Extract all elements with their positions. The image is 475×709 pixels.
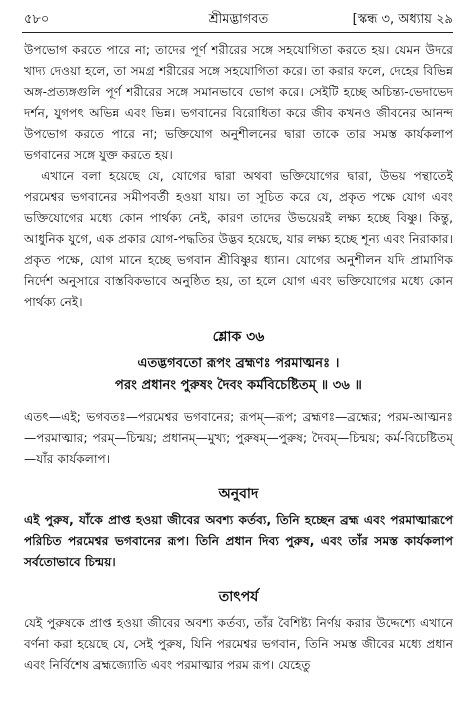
verse-heading: শ্লোক ৩৬ <box>212 329 265 345</box>
translation-text: এই পুরুষ, যাঁকে প্রাপ্ত হওয়া জীবের অবশ্য কর্তব্য, তিনি হচ্ছেন ব্রহ্ম এবং পরমাত্মারূপে পরিচিত পরমেশ্বর ভগবানের রূপ। তিনি প্রধান দিব্য পুরুষ, এবং তাঁর সমস্ত কার্যকলাপ সর্বতোভাবে চিন্ময়। <box>24 513 453 569</box>
page-header <box>24 8 453 30</box>
verse-line-1: এতদ্ভগবতো রূপং ব্রহ্মণঃ পরমাত্মনঃ । <box>137 356 340 371</box>
chapter-reference: [স্কন্ধ ৩, অধ্যায় ২৯ <box>352 12 453 27</box>
synonyms: এতৎ—এই; ভগবতঃ—পরমেশ্বর ভগবানের; রূপম্—রূপ; ব্রহ্মণঃ—ব্রহ্মের; পরম-আত্মনঃ—পরমাত্মার; পরম্—চিন্ময়; প্রধানম্—মুখ্য; পুরুষম্—পুরুষ; দৈবম্—চিন্ময়; কর্ম-বিচেষ্টিতম্—যাঁর কার্যকলাপ। <box>24 410 453 466</box>
purport-text: যেই পুরুষকে প্রাপ্ত হওয়া জীবের অবশ্য কর্তব্য, তাঁর বৈশিষ্ট্য নির্ণয় করার উদ্দেশ্যে এখানে বর্ণনা করা হয়েছে যে, সেই পুরুষ, যিনি পরমেশ্বর ভগবান, তিনি সমস্ত জীবের মধ্যে প্রধান এবং নির্বিশেষ ব্রহ্মজ্যোতি এবং পরমাত্মার পরম রূপ। যেহেতু <box>24 616 453 672</box>
paragraph: এখানে বলা হয়েছে যে, যোগের দ্বারা অথবা ভক্তিযোগের দ্বারা, উভয় পন্থাতেই পরমেশ্বর ভগবানের সমীপবর্তী হওয়া যায়। তা সূচিত করে যে, প্রকৃত পক্ষে যোগ এবং ভক্তিযোগের মধ্যে কোন পার্থক্য নেই, কারণ তাদের উভয়েরই লক্ষ্য হচ্ছে বিষ্ণু। কিন্তু, আধুনিক যুগে, এক প্রকার যোগ-পদ্ধতির উদ্ভব হয়েছে, যার লক্ষ্য হচ্ছে শূন্য এবং নিরাকার। প্রকৃত পক্ষে, যোগ মানে হচ্ছে ভগবান শ্রীবিষ্ণুর ধ্যান। যোগের অনুশীলন যদি প্রামাণিক নির্দেশ অনুসারে বাস্তবিকভাবে অনুষ্ঠিত হয়, তা হলে যোগ এবং ভক্তিযোগের মধ্যে কোন পার্থক্য নেই। <box>24 169 453 309</box>
page-body <box>24 40 453 676</box>
page-number: ৫৮০ <box>24 12 50 27</box>
header-rule <box>22 32 453 33</box>
book-title: শ্রীমদ্ভাগবত <box>208 12 269 27</box>
paragraph: উপভোগ করতে পারে না; তাদের পূর্ণ শরীরের সঙ্গে সহযোগিতা করতে হয়। যেমন উদরে খাদ্য দেওয়া হলে, তা সমগ্র শরীরের সঙ্গে সহযোগিতা করে। তা করার ফলে, দেহের বিভিন্ন অঙ্গ-প্রত্যঙ্গগুলি পূর্ণ শরীরের সঙ্গে সমানভাবে ভোগ করে। সেইটি হচ্ছে অচিন্ত্য-ভেদাভেদ দর্শন, যুগপৎ অভিন্ন এবং ভিন্ন। ভগবানের বিরোধিতা করে জীব কখনও জীবনের আনন্দ উপভোগ করতে পারে না; ভক্তিযোগ অনুশীলনের দ্বারা তাকে তার সমস্ত কার্যকলাপ ভগবানের সঙ্গে যুক্ত করতে হয়। <box>24 43 453 162</box>
verse-line-2: পরং প্রধানং পুরুষং দৈবং কর্মবিচেষ্টিতম্ ॥ ৩৬ ॥ <box>115 378 362 393</box>
purport-heading: তাৎপর্য <box>218 589 259 605</box>
translation-heading: অনুবাদ <box>218 486 259 502</box>
